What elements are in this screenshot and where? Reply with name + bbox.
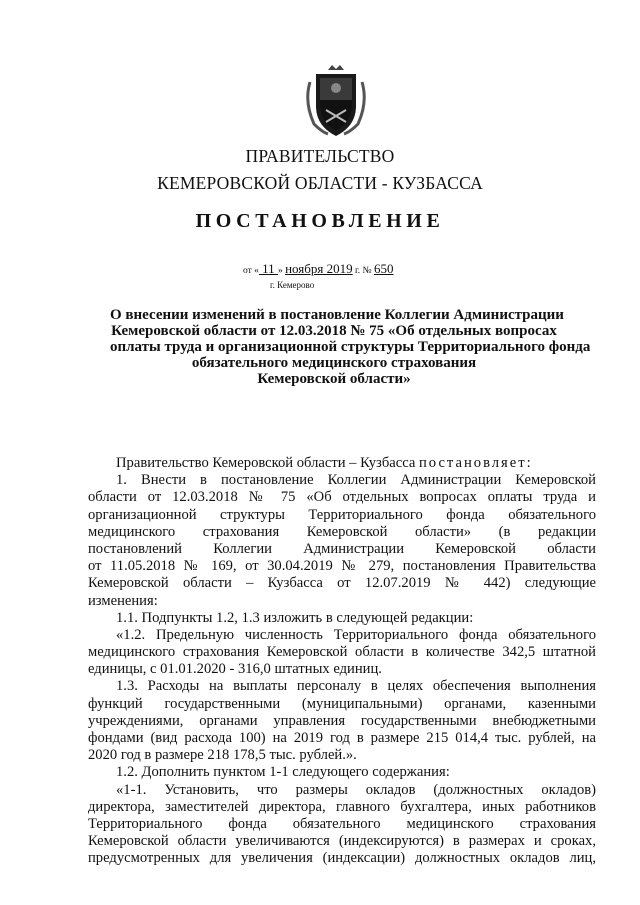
body-line: 1.3. Расходы на выплаты персоналу в целях обеспечения выполнения (116, 678, 596, 695)
organization-name-line2: КЕМЕРОВСКОЙ ОБЛАСТИ - КУЗБАССА (157, 173, 483, 193)
body-line: 1.1. Подпункты 1.2, 1.3 изложить в следующей редакции: (116, 609, 474, 626)
body-line: функций государственными (муниципальными) органами, казенными (88, 695, 596, 712)
body-line: учреждениями, органами управления государственными внебюджетными (88, 712, 596, 729)
organization-name-line1: ПРАВИТЕЛЬСТВО (245, 146, 395, 166)
body-line: области от 12.03.2018 № 75 «Об отдельных вопросах оплаты труда и (88, 489, 596, 506)
title-line: оплаты труда и организационной структуры Территориального фонда (110, 339, 591, 355)
body-line: Территориального фонда обязательного медицинского страхования (88, 815, 596, 832)
coat-of-arms-emblem (296, 62, 376, 142)
body-line: медицинского страхования Кемеровской области» (в редакции (88, 523, 596, 540)
body-line: Кемеровской области – Кузбасса от 12.07.2019 № 442) следующие (88, 575, 596, 592)
body-line: изменения: (88, 592, 158, 609)
body-line: единицы, с 01.01.2020 - 316,0 штатных единиц. (88, 661, 382, 678)
body-line: 1.2. Дополнить пунктом 1-1 следующего содержания: (116, 764, 450, 781)
body-line: «1.2. Предельную численность Территориального фонда обязательного (116, 626, 596, 643)
body-line: директора, заместителей директора, главного бухгалтера, иных работников (88, 798, 596, 815)
date-year-suffix: г. № (352, 266, 374, 276)
preamble-text: Правительство Кемеровской области – Кузбасса (116, 455, 419, 471)
document-type: ПОСТАНОВЛЕНИЕ (195, 210, 445, 232)
title-line: Кемеровской области от 12.03.2018 № 75 «Об отдельных вопросах (111, 323, 557, 339)
document-number: 650 (374, 261, 394, 276)
preamble-decree-word: постановляет: (418, 455, 533, 471)
date-day: 11 (258, 261, 278, 276)
date-mid: » (277, 266, 286, 276)
date-number-line (243, 261, 394, 277)
title-line: обязательного медицинского страхования (191, 355, 477, 371)
document-body (88, 455, 596, 868)
date-prefix: от « (243, 266, 259, 276)
title-line: Кемеровской области» (257, 371, 411, 387)
body-line: предусмотренных для увеличения (индексации) должностных окладов лиц, (88, 850, 596, 867)
body-line: фондами (вид расхода 100) на 2019 год в размере 215 014,4 тыс. рублей, на (88, 730, 596, 746)
body-line: постановлений Коллегии Администрации Кемеровской области (88, 540, 596, 557)
body-line: 2020 год в размере 218 178,5 тыс. рублей.». (88, 747, 357, 764)
body-line: организационной структуры Территориального фонда обязательного (88, 506, 596, 523)
body-line: медицинского страхования Кемеровской области в количестве 342,5 штатной (88, 644, 596, 661)
body-line: от 11.05.2018 № 169, от 30.04.2019 № 279, постановления Правительства (88, 558, 596, 575)
body-line: 1. Внести в постановление Коллегии Администрации Кемеровской (116, 472, 596, 489)
preamble (88, 455, 596, 472)
date-month-year: ноября 2019 (285, 261, 353, 276)
body-line: Кемеровской области увеличиваются (индексируются) в размерах и сроках, (88, 833, 596, 850)
body-line: «1-1. Установить, что размеры окладов (должностных окладов) (116, 781, 596, 798)
city: г. Кемерово (270, 280, 315, 290)
document-title (110, 307, 591, 387)
title-line: О внесении изменений в постановление Коллегии Администрации (110, 307, 564, 323)
